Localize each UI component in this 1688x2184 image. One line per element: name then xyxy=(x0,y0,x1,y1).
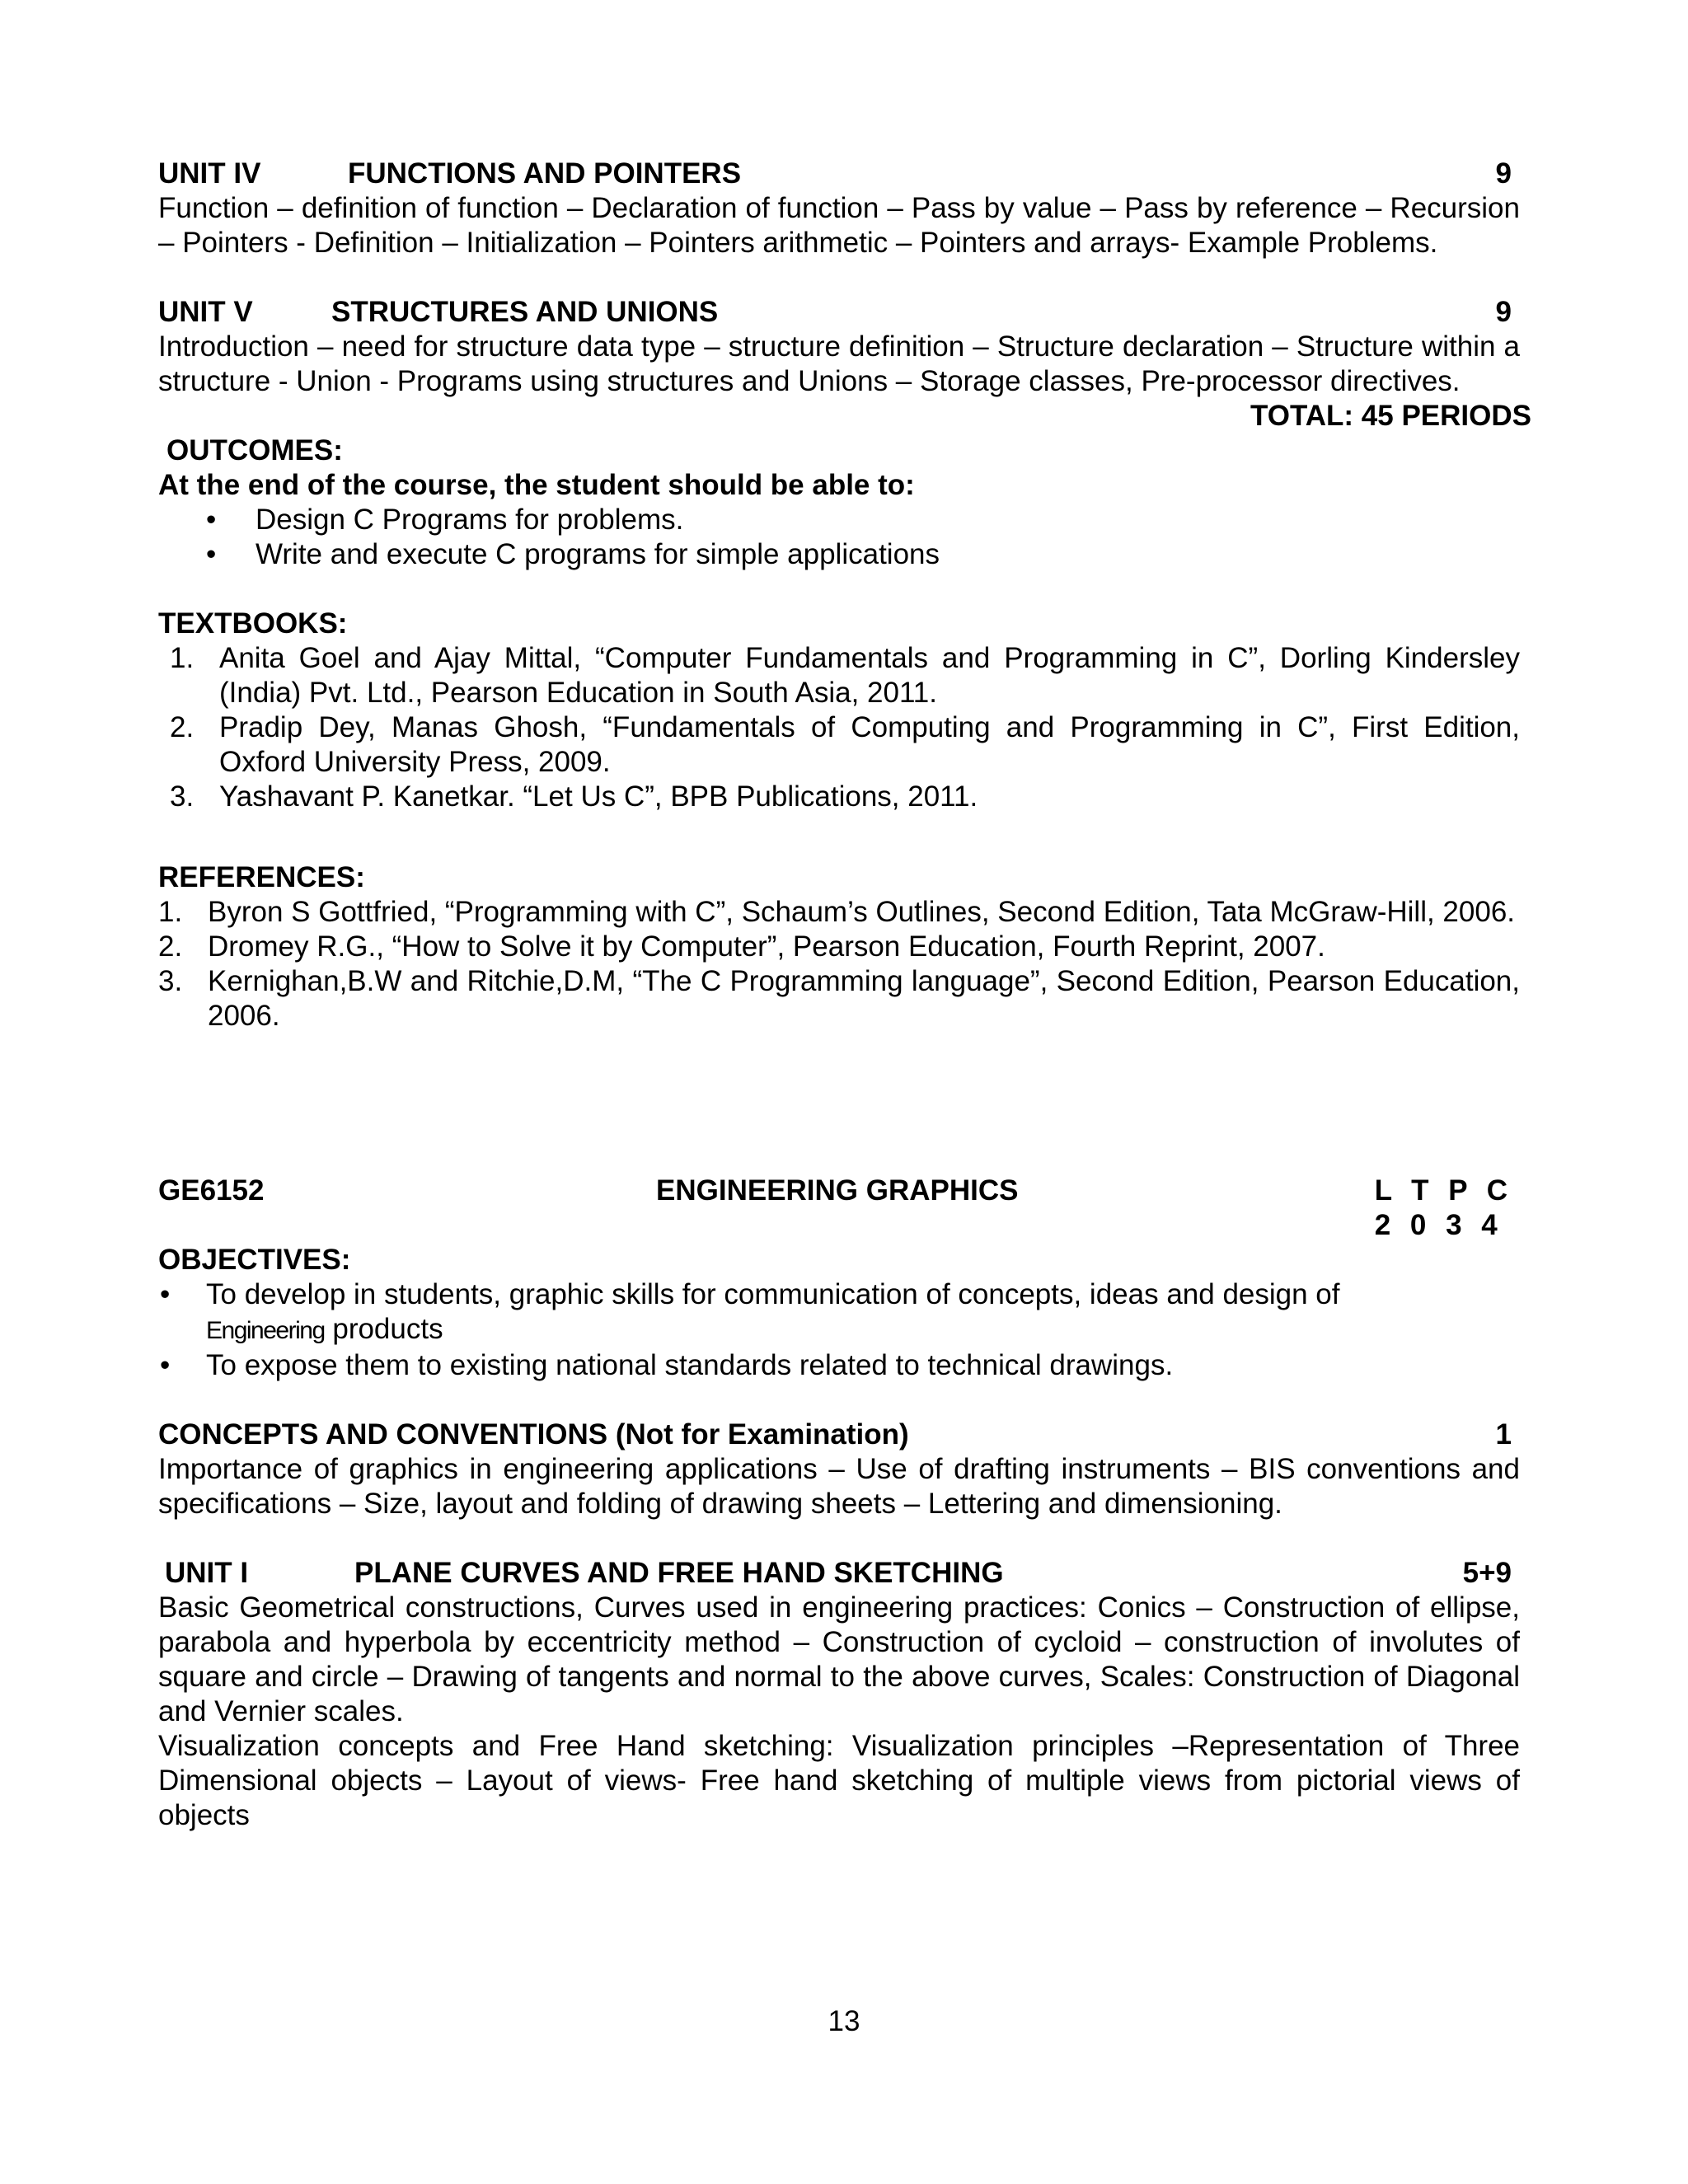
textbooks-list xyxy=(158,641,1520,814)
concepts-header xyxy=(158,1418,1520,1452)
unit-hours: 5+9 xyxy=(1462,1557,1512,1589)
list-item: • To expose them to existing national standards related to technical drawings. xyxy=(160,1349,1174,1381)
course-header xyxy=(158,1174,1520,1243)
unit-i-header xyxy=(158,1556,1520,1591)
unit-title: STRUCTURES AND UNIONS xyxy=(331,296,719,328)
page-content xyxy=(158,157,1531,1833)
unit-i-text-2: Visualization concepts and Free Hand sketching: Visualization principles –Representation of Three Dimensional objects – Layout of views- Free hand sketching of multiple views from pictorial views of objects xyxy=(158,1730,1520,1831)
concepts-text: Importance of graphics in engineering applications – Use of drafting instruments – BIS conventions and specifications – Size, layout and folding of drawing sheets – Lettering and dimensioning. xyxy=(158,1453,1520,1520)
outcomes-list xyxy=(158,503,1520,572)
references-heading: REFERENCES: xyxy=(158,861,365,893)
list-item: 1. Byron S Gottfried, “Programming with C”, Schaum’s Outlines, Second Edition, Tata McGraw-Hill, 2006. xyxy=(158,896,1516,928)
bullet-icon: • xyxy=(160,1278,171,1310)
course-code: GE6152 xyxy=(158,1174,265,1207)
ltpc-block xyxy=(1375,1174,1513,1243)
objectives-heading: OBJECTIVES: xyxy=(158,1244,351,1276)
list-item: 3. Kernighan,B.W and Ritchie,D.M, “The C Programming language”, Second Edition, Pearson Education, 2006. xyxy=(158,965,1520,1032)
unit-hours: 9 xyxy=(1495,157,1512,190)
bullet-icon: • xyxy=(160,1349,171,1381)
unit-label: UNIT I xyxy=(165,1557,249,1589)
unit-hours: 9 xyxy=(1495,296,1512,328)
unit-iv-header xyxy=(158,157,1520,191)
unit-v-header xyxy=(158,295,1520,330)
list-item: • Design C Programs for problems. xyxy=(206,504,684,536)
bullet-icon: • xyxy=(206,504,217,536)
ltpc-values: 2 0 3 4 xyxy=(1374,1209,1503,1241)
textbooks-heading: TEXTBOOKS: xyxy=(158,607,348,640)
list-item: • To develop in students, graphic skills for communication of concepts, ideas and design of Engineering products xyxy=(160,1278,1340,1345)
outcomes-heading: OUTCOMES: xyxy=(166,434,343,466)
references-list xyxy=(158,895,1520,1033)
section-title: CONCEPTS AND CONVENTIONS (Not for Examination) xyxy=(158,1418,909,1451)
course-title: ENGINEERING GRAPHICS xyxy=(656,1174,1019,1207)
unit-title: PLANE CURVES AND FREE HAND SKETCHING xyxy=(354,1557,1004,1589)
bullet-icon: • xyxy=(206,538,217,570)
unit-label: UNIT V xyxy=(158,296,253,328)
ltpc-labels: L T P C xyxy=(1374,1174,1513,1207)
unit-v-text: Introduction – need for structure data type – structure definition – Structure declaration – Structure within a structure - Union - Programs using structures and Unions – Storage classes, Pre-processor directives. xyxy=(158,330,1520,397)
page-number: 13 xyxy=(828,2005,860,2037)
list-item: 1. Anita Goel and Ajay Mittal, “Computer Fundamentals and Programming in C”, Dorling Kindersley (India) Pvt. Ltd., Pearson Education in South Asia, 2011. xyxy=(170,642,1520,709)
unit-iv-text: Function – definition of function – Declaration of function – Pass by value – Pass by reference – Recursion – Pointers - Definition – Initialization – Pointers arithmetic – Pointers and arrays- Example Problems. xyxy=(158,192,1520,259)
unit-title: FUNCTIONS AND POINTERS xyxy=(348,157,742,190)
list-item: 2. Dromey R.G., “How to Solve it by Computer”, Pearson Education, Fourth Reprint, 2007. xyxy=(158,930,1325,963)
list-item: 2. Pradip Dey, Manas Ghosh, “Fundamentals of Computing and Programming in C”, First Edition, Oxford University Press, 2009. xyxy=(170,711,1520,778)
objectives-list xyxy=(158,1277,1520,1383)
list-item: 3. Yashavant P. Kanetkar. “Let Us C”, BPB Publications, 2011. xyxy=(170,780,978,813)
total-periods: TOTAL: 45 PERIODS xyxy=(1250,400,1531,432)
list-item: • Write and execute C programs for simple applications xyxy=(206,538,940,570)
outcomes-intro: At the end of the course, the student should be able to: xyxy=(158,469,915,501)
unit-label: UNIT IV xyxy=(158,157,261,190)
section-hours: 1 xyxy=(1495,1418,1512,1451)
total-periods-row xyxy=(158,399,1531,434)
unit-i-text-1: Basic Geometrical constructions, Curves used in engineering practices: Conics – Construction of ellipse, parabola and hyperbola by eccentricity method – Construction of cycloid – construction of involutes of square and circle – Drawing of tangents and normal to the above curves, Scales: Construction of Diagonal and Vernier scales. xyxy=(158,1591,1520,1727)
